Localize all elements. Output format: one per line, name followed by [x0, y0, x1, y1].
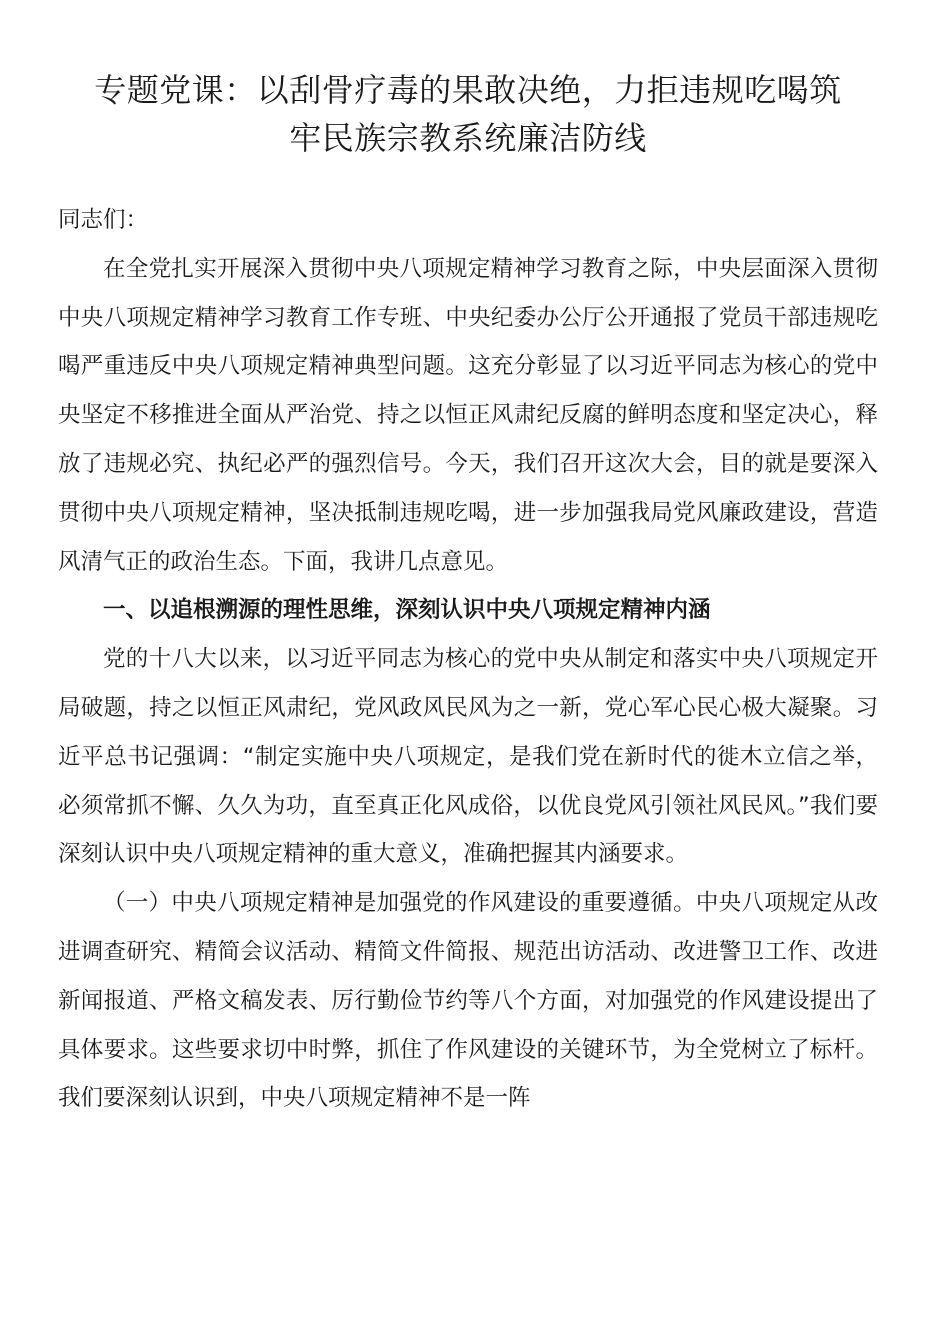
- paragraph-subsection-1: （一）中央八项规定精神是加强党的作风建设的重要遵循。中央八项规定从改进调查研究、精简会议活动、精简文件简报、规范出访活动、改进警卫工作、改进新闻报道、严格文稿发表、厉行勤俭节约等八个方面，对加强党的作风建设提出了具体要求。这些要求切中时弊，抓住了作风建设的关键环节，为全党树立了标杆。我们要深刻认识到，中央八项规定精神不是一阵: [58, 890, 878, 1112]
- salutation: 同志们：: [58, 207, 149, 233]
- document-body: [58, 196, 878, 1123]
- paragraph-section-1: 党的十八大以来，以习近平同志为核心的党中央从制定和落实中央八项规定开局破题，持之以恒正风肃纪，党风政风民风为之一新，党心军心民心极大凝聚。习近平总书记强调：“制定实施中央八项规定，是我们党在新时代的徙木立信之举，必须常抓不懈、久久为功，直至真正化风成俗，以优良党风引领社风民风。”我们要深刻认识中央八项规定精神的重大意义，准确把握其内涵要求。: [58, 646, 878, 868]
- title-line-2: 牢民族宗教系统廉洁防线: [289, 119, 647, 157]
- title-line-1: 专题党课：以刮骨疗毒的果敢决绝，力拒违规吃喝筑: [94, 71, 842, 109]
- section-heading-1: 一、以追根溯源的理性思维，深刻认识中央八项规定精神内涵: [103, 597, 711, 624]
- document-title: [58, 66, 878, 162]
- paragraph-intro: 在全党扎实开展深入贯彻中央八项规定精神学习教育之际，中央层面深入贯彻中央八项规定精神学习教育工作专班、中央纪委办公厅公开通报了党员干部违规吃喝严重违反中央八项规定精神典型问题。这充分彰显了以习近平同志为核心的党中央坚定不移推进全面从严治党、持之以恒正风肃纪反腐的鲜明态度和坚定决心，释放了违规必究、执纪必严的强烈信号。今天，我们召开这次大会，目的就是要深入贯彻中央八项规定精神，坚决抵制违规吃喝，进一步加强我局党风廉政建设，营造风清气正的政治生态。下面，我讲几点意见。: [58, 255, 878, 575]
